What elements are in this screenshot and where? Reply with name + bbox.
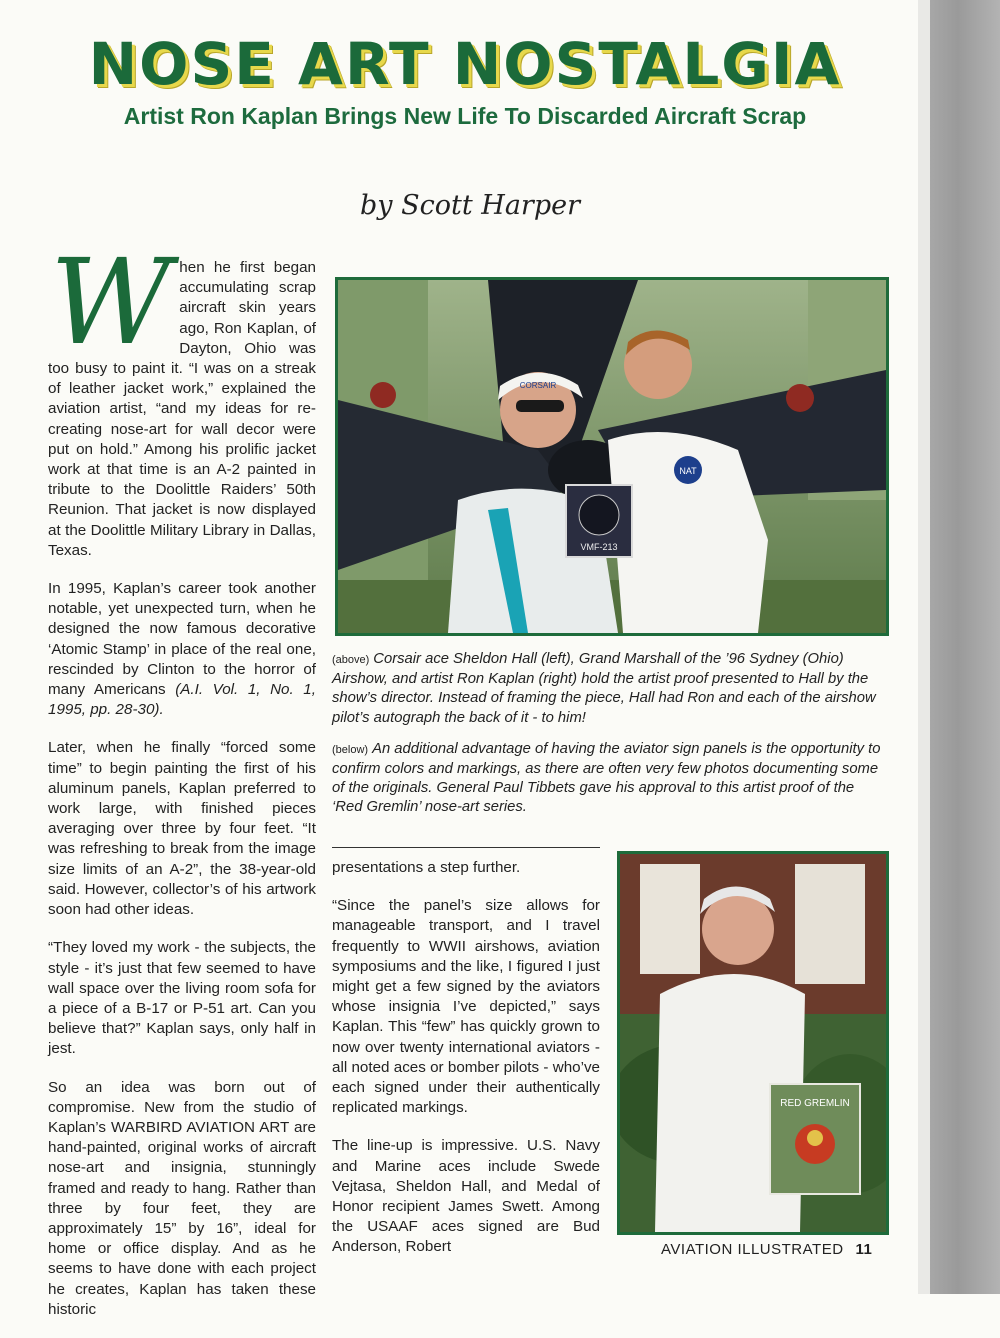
photo-tibbets: [617, 851, 889, 1235]
magazine-name: AVIATION ILLUSTRATED: [661, 1241, 844, 1258]
caption-above: (above) Corsair ace Sheldon Hall (left), Grand Marshall of the ’96 Sydney (Ohio) Airshow, and artist Ron Kaplan (right) hold the artist proof presented to Hall by the show’s director. Instead of framing the piece, Hall had Ron and each of the airshow pilot’s autograph the back of it - to him!: [332, 651, 876, 726]
paragraph-3: Later, when he finally “forced some time” to begin painting the first of his aluminum panels, Kaplan preferred to work large, with finished pieces averaging over three by four feet. “It was refreshing to break from the image size limits of an A-2”, the 38-year-old said. However, collector’s of his artwork soon had other ideas.: [48, 739, 316, 919]
cap-text: CORSAIR: [519, 381, 557, 390]
page-edge-strip: [918, 0, 930, 1294]
paragraph-1: When he first began accumulating scrap aircraft skin years ago, Ron Kaplan, of Dayton, Ohio was too busy to paint it. “I was on a streak of leather jacket work,” explained the aviation artist, “and my ideas for re-creating nose-art for wall decor were put on hold.” Among his prolific jacket work at that time is an A-2 painted in tribute to the Doolittle Raiders’ 50th Reunion. That jacket is now displayed at the Doolittle Military Library in Dallas, Texas.: [48, 233, 316, 559]
article-column-left: [48, 233, 316, 1338]
page-number: 11: [855, 1241, 873, 1258]
article-title: NOSE ART NOSTALGIA: [88, 30, 842, 98]
byline: by Scott Harper: [360, 190, 580, 221]
paragraph-8: The line-up is impressive. U.S. Navy and Marine aces include Swede Vejtasa, Sheldon Hall, and Medal of Honor recipient James Swett. Among the USAAF aces signed are Bud Anderson, Robert: [332, 1137, 600, 1256]
article-column-middle: [332, 858, 600, 1276]
shirt-logo: NAT: [679, 466, 697, 476]
page-footer: [661, 1241, 872, 1258]
paragraph-6: presentations a step further.: [332, 859, 521, 876]
article-subtitle: Artist Ron Kaplan Brings New Life To Discarded Aircraft Scrap: [123, 103, 807, 129]
caption-below: (below) An additional advantage of having the aviator sign panels is the opportunity to confirm colors and markings, as there are often very few photos documenting some of the originals. General Paul Tibbets gave his approval to this artist proof of the ‘Red Gremlin’ nose-art series.: [332, 740, 881, 816]
paragraph-4: “They loved my work - the subjects, the style - it’s just that few seemed to have wall space over the living room sofa for a piece of a B-17 or P-51 art. Can you believe that?” Kaplan says, only half in jest.: [48, 939, 316, 1058]
panel-label: VMF-213: [580, 542, 618, 552]
scanner-background: [930, 0, 1000, 1294]
paragraph-7: “Since the panel’s size allows for manageable transport, and I travel frequently to WWII airshows, aviation symposiums and the like, I figured I just might get a few signed by the aviators whose insignia I’ve depicted,” says Kaplan. This “few” has quickly grown to now over twenty international aviators - all noted aces or bomber pilots - who’ve each signed under their authentically replicated markings.: [332, 897, 600, 1117]
photo-hall-and-kaplan: [335, 277, 889, 636]
drop-cap: W: [50, 233, 172, 371]
paragraph-2: In 1995, Kaplan’s career took another notable, yet unexpected turn, when he designed the now famous decorative ‘Atomic Stamp’ in place of the real one, rescinded by Clinton to the horror of many Americans (A.I. Vol. 1, No. 1, 1995, pp. 28-30).: [48, 580, 316, 719]
paragraph-5: So an idea was born out of compromise. New from the studio of Kaplan’s WARBIRD AVIATION ART are hand-painted, original works of aircraft nose-art and insignia, stunningly framed and ready to hang. Rather than three by four feet, they are approximately 15” by 16”, ideal for home or office display. And as he seems to have done with each project he creates, Kaplan has taken these historic: [48, 1078, 316, 1318]
column-rule: [332, 847, 600, 848]
panel-title: RED GREMLIN: [780, 1098, 850, 1109]
photo-captions: [332, 650, 888, 830]
citation: (A.I. Vol. 1, No. 1, 1995, pp. 28-30).: [48, 681, 316, 719]
